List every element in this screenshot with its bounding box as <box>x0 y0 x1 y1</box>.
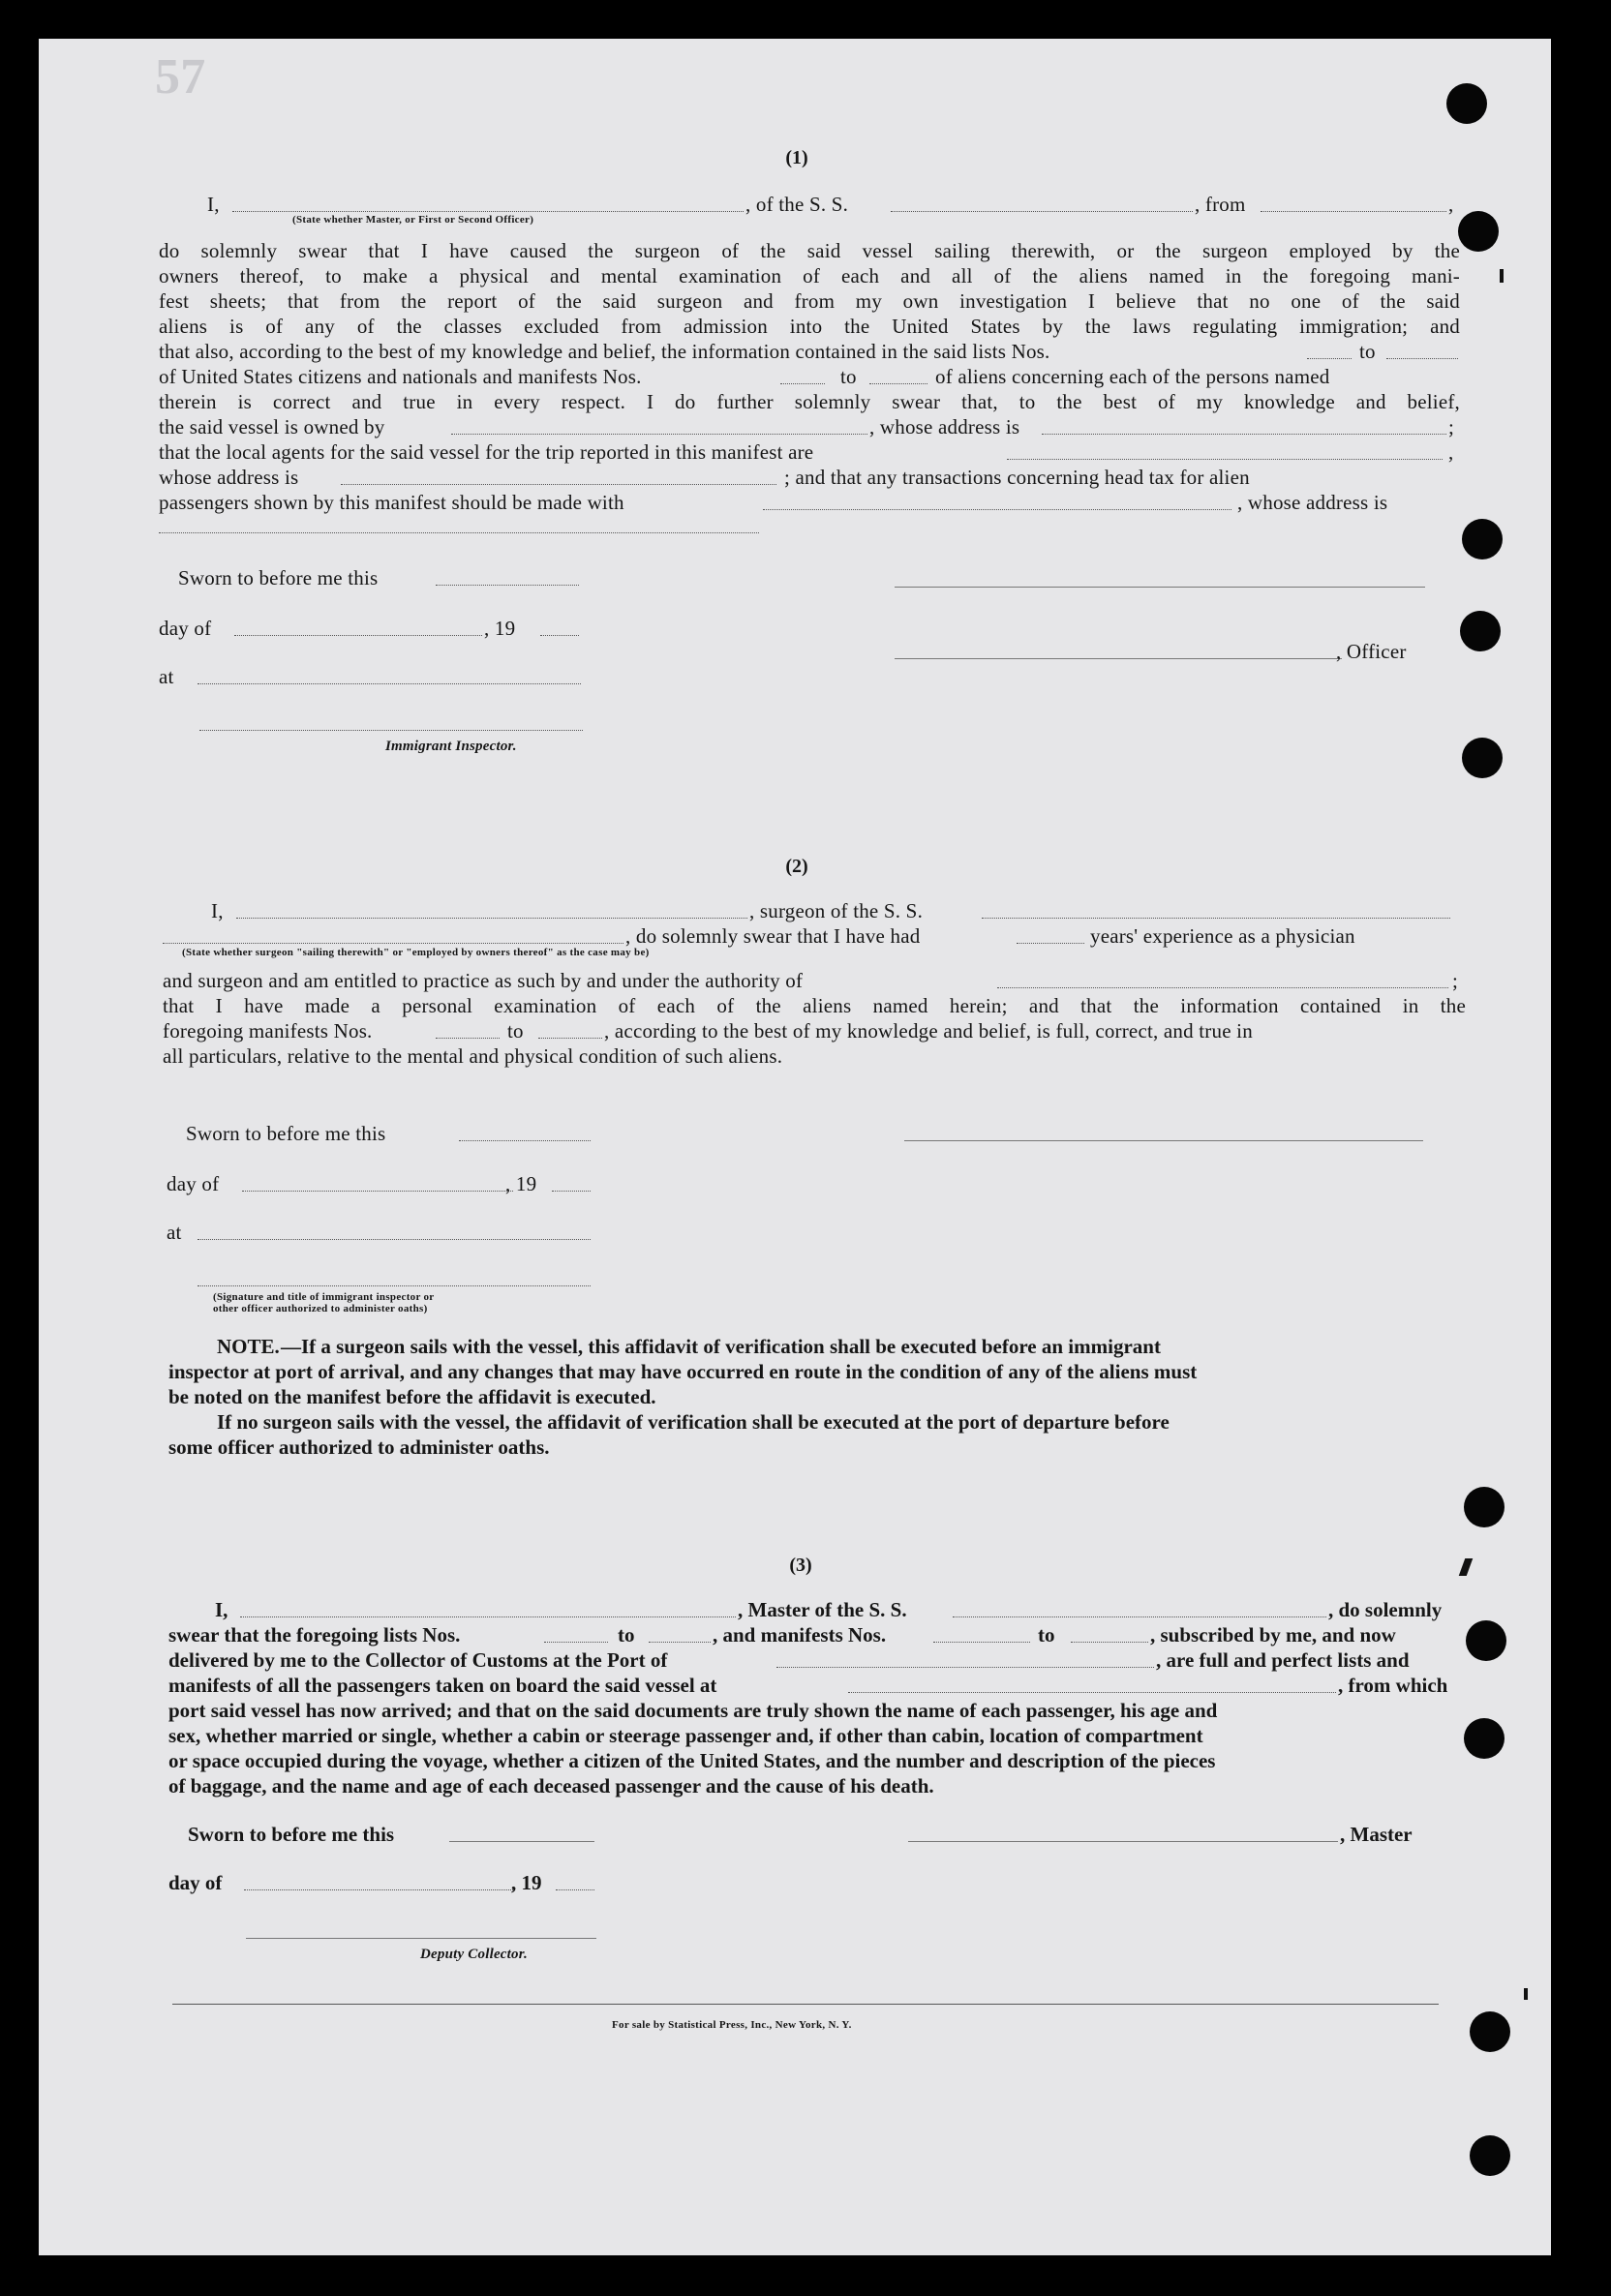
note-text: some officer authorized to administer oaths. <box>168 1435 550 1459</box>
fill-in-line[interactable] <box>538 1038 602 1039</box>
body-text: the said vessel is owned by <box>159 415 385 438</box>
fill-in-line[interactable] <box>449 1841 594 1842</box>
text: I, <box>211 899 224 922</box>
text: , from <box>1195 193 1246 216</box>
fill-in-line[interactable] <box>244 1889 515 1890</box>
sworn-label: Sworn to before me this <box>178 566 379 589</box>
signature-line[interactable] <box>904 1140 1423 1141</box>
text: , do solemnly swear that I have had <box>625 924 921 948</box>
text: I, <box>207 193 220 216</box>
body-text: port said vessel has now arrived; and that on the said documents are truly shown the name of each passenger, his age and <box>168 1699 1218 1722</box>
note-text: inspector at port of arrival, and any changes that may have occurred en route in the condition of any of the aliens must <box>168 1360 1198 1383</box>
binder-hole <box>1470 2135 1510 2176</box>
fill-in-line[interactable] <box>540 635 579 636</box>
collector-caption: Deputy Collector. <box>420 1947 528 1962</box>
signature-line[interactable] <box>246 1938 596 1939</box>
binder-hole <box>1462 519 1503 559</box>
fill-in-line[interactable] <box>763 509 1231 510</box>
binder-hole <box>1446 83 1487 124</box>
master-label: , Master <box>1340 1823 1413 1846</box>
fill-in-line[interactable] <box>341 484 776 485</box>
text: , <box>1448 193 1454 216</box>
fill-in-line[interactable] <box>1017 943 1084 944</box>
fill-in-line[interactable] <box>198 1239 591 1240</box>
fill-in-line[interactable] <box>234 635 482 636</box>
body-text: owners thereof, to make a physical and mental examination of each and all of the aliens named in the foregoing mani- <box>159 264 1460 287</box>
day-label: day of <box>159 617 212 640</box>
note-text: If no surgeon sails with the vessel, the affidavit of verification shall be executed at the port of departure before <box>217 1410 1170 1434</box>
fill-in-line[interactable] <box>199 730 583 731</box>
body-text: therein is correct and true in every respect. I do further solemnly swear that, to the best of my knowledge and belief, <box>159 390 1460 413</box>
day-label: day of <box>167 1172 220 1195</box>
body-text: that the local agents for the said vessel for the trip reported in this manifest are <box>159 440 814 464</box>
body-text: that also, according to the best of my knowledge and belief, the information contained in the said lists Nos. <box>159 340 1050 363</box>
text: years' experience as a physician <box>1090 924 1355 948</box>
paper-mark <box>1459 1558 1474 1576</box>
fill-in-line[interactable] <box>982 918 1450 919</box>
field-caption: (State whether surgeon "sailing therewith" or "employed by owners thereof" as the case may be) <box>182 947 650 958</box>
binder-hole <box>1462 738 1503 778</box>
margin-number: 57 <box>155 49 206 105</box>
body-text: that I have made a personal examination of each of the aliens named herein; and that the information contained in the <box>163 994 1466 1017</box>
section-number: (2) <box>785 856 808 877</box>
fill-in-line[interactable] <box>1386 358 1458 359</box>
fill-in-line[interactable] <box>240 1616 736 1617</box>
text: , do solemnly <box>1328 1598 1443 1621</box>
body-text: of aliens concerning each of the persons named <box>935 365 1330 388</box>
year-label: , 19 <box>505 1172 537 1195</box>
signature-line[interactable] <box>895 587 1425 588</box>
binder-hole <box>1464 1487 1505 1527</box>
fill-in-line[interactable] <box>1261 211 1446 212</box>
fill-in-line[interactable] <box>848 1692 1336 1693</box>
fill-in-line[interactable] <box>436 585 579 586</box>
section-number: (1) <box>785 147 808 168</box>
fill-in-line[interactable] <box>933 1642 1030 1643</box>
body-text: , <box>1448 440 1454 464</box>
body-text: manifests of all the passengers taken on board the said vessel at <box>168 1674 717 1697</box>
body-text: ; <box>1448 415 1455 438</box>
fill-in-line[interactable] <box>236 918 747 919</box>
paper-mark <box>1500 269 1504 283</box>
fill-in-line[interactable] <box>997 987 1448 988</box>
at-label: at <box>159 665 174 688</box>
text: , of the S. S. <box>745 193 849 216</box>
body-text: sex, whether married or single, whether a cabin or steerage passenger and, if other than cabin, location of compartment <box>168 1724 1203 1747</box>
fill-in-line[interactable] <box>1307 358 1352 359</box>
body-text: do solemnly swear that I have caused the surgeon of the said vessel sailing therewith, or the surgeon employed by the <box>159 239 1460 262</box>
at-label: at <box>167 1221 182 1244</box>
body-text: to <box>840 365 857 388</box>
document-page <box>39 39 1551 2255</box>
body-text: to <box>507 1019 524 1042</box>
body-text: ; <box>1452 969 1459 992</box>
fill-in-line[interactable] <box>198 1285 591 1286</box>
inspector-caption: Immigrant Inspector. <box>385 739 517 754</box>
fill-in-line[interactable] <box>780 383 825 384</box>
body-text: whose address is <box>159 466 299 489</box>
body-text: passengers shown by this manifest should be made with <box>159 491 624 514</box>
fill-in-line[interactable] <box>451 434 867 435</box>
text: I, <box>215 1598 228 1621</box>
fill-in-line[interactable] <box>242 1191 513 1192</box>
footer-rule <box>172 2004 1439 2005</box>
printer-credit: For sale by Statistical Press, Inc., New York, N. Y. <box>612 2019 852 2031</box>
binder-hole <box>1460 611 1501 651</box>
fill-in-line[interactable] <box>459 1140 591 1141</box>
fill-in-line[interactable] <box>953 1616 1326 1617</box>
binder-hole <box>1466 1620 1506 1661</box>
sworn-label: Sworn to before me this <box>188 1823 395 1846</box>
body-text: aliens is of any of the classes excluded from admission into the United States by the laws regulating immigration; and <box>159 315 1460 338</box>
section-number: (3) <box>789 1555 812 1576</box>
body-text: to <box>1359 340 1376 363</box>
note-text: be noted on the manifest before the affidavit is executed. <box>168 1385 656 1408</box>
day-label: day of <box>168 1871 223 1894</box>
fill-in-line[interactable] <box>869 383 927 384</box>
body-text: of baggage, and the name and age of each deceased passenger and the cause of his death. <box>168 1774 934 1798</box>
binder-hole <box>1470 2011 1510 2052</box>
body-text: all particulars, relative to the mental and physical condition of such aliens. <box>163 1044 783 1068</box>
signature-line[interactable] <box>895 658 1342 659</box>
field-caption: (State whether Master, or First or Second Officer) <box>292 214 534 226</box>
body-text: , whose address is <box>1237 491 1388 514</box>
body-text: , subscribed by me, and now <box>1150 1623 1396 1646</box>
fill-in-line[interactable] <box>891 211 1193 212</box>
officer-label: , Officer <box>1336 640 1407 663</box>
body-text: , and manifests Nos. <box>713 1623 887 1646</box>
binder-hole <box>1458 211 1499 252</box>
year-label: , 19 <box>511 1871 542 1894</box>
body-text: of United States citizens and nationals and manifests Nos. <box>159 365 642 388</box>
paper-mark <box>1524 1988 1528 2000</box>
body-text: , are full and perfect lists and <box>1156 1648 1410 1672</box>
note-text: —If a surgeon sails with the vessel, this affidavit of verification shall be executed before an immigrant <box>281 1335 1161 1358</box>
body-text: fest sheets; that from the report of the said surgeon and from my own investigation I believe that no one of the said <box>159 289 1460 313</box>
signature-caption: other officer authorized to administer oaths) <box>213 1303 428 1314</box>
fill-in-line[interactable] <box>552 1191 591 1192</box>
note-label: NOTE. <box>217 1335 280 1358</box>
signature-caption: (Signature and title of immigrant inspector or <box>213 1291 435 1303</box>
body-text: , according to the best of my knowledge and belief, is full, correct, and true in <box>604 1019 1253 1042</box>
fill-in-line[interactable] <box>232 211 744 212</box>
fill-in-line[interactable] <box>1042 434 1446 435</box>
fill-in-line[interactable] <box>649 1642 711 1643</box>
body-text: , from which <box>1338 1674 1448 1697</box>
body-text: or space occupied during the voyage, whether a citizen of the United States, and the number and description of the pieces <box>168 1749 1216 1772</box>
body-text: ; and that any transactions concerning head tax for alien <box>784 466 1250 489</box>
signature-line[interactable] <box>908 1841 1338 1842</box>
body-text: delivered by me to the Collector of Customs at the Port of <box>168 1648 668 1672</box>
fill-in-line[interactable] <box>544 1642 608 1643</box>
binder-hole <box>1464 1718 1505 1759</box>
year-label: , 19 <box>484 617 516 640</box>
fill-in-line[interactable] <box>436 1038 500 1039</box>
fill-in-line[interactable] <box>776 1667 1154 1668</box>
fill-in-line[interactable] <box>163 943 623 944</box>
body-text: to <box>618 1623 635 1646</box>
sworn-label: Sworn to before me this <box>186 1122 386 1145</box>
body-text: swear that the foregoing lists Nos. <box>168 1623 461 1646</box>
fill-in-line[interactable] <box>1071 1642 1148 1643</box>
text: , Master of the S. S. <box>738 1598 907 1621</box>
fill-in-line[interactable] <box>198 683 581 684</box>
fill-in-line[interactable] <box>556 1889 594 1890</box>
body-text: and surgeon and am entitled to practice as such by and under the authority of <box>163 969 804 992</box>
body-text: to <box>1038 1623 1055 1646</box>
fill-in-line[interactable] <box>1007 459 1443 460</box>
body-text: foregoing manifests Nos. <box>163 1019 373 1042</box>
body-text: , whose address is <box>869 415 1020 438</box>
fill-in-line[interactable] <box>159 532 759 533</box>
text: , surgeon of the S. S. <box>749 899 924 922</box>
